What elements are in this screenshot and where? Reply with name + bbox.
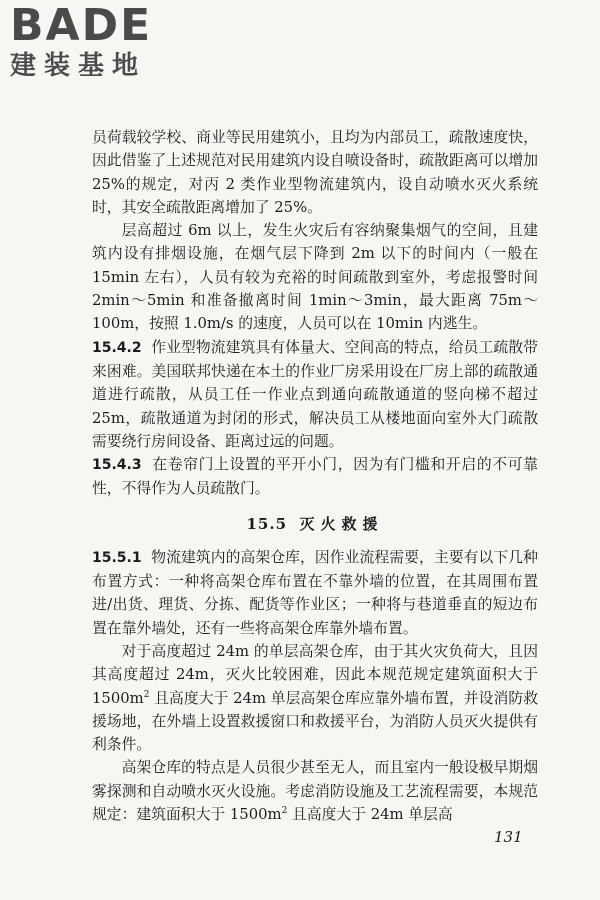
paragraph-ceiling-height: 层高超过 6m 以上，发生火灾后有容纳聚集烟气的空间，且建筑内设有排烟设施，在烟气层下降到 2m 以下的时间内（一般在 15min 左右），人员有较为充裕的时间疏散到室外，考虑报警时间 2min～5min 和准备撤离时间 1min～3min，最大距离 75m～100m，按照 1.0m/s 的速度，人员可以在 10min 内逃生。 xyxy=(92,222,538,333)
clause-text: 在卷帘门上设置的平开小门，因为有门槛和开启的不可靠性，不得作为人员疏散门。 xyxy=(92,456,538,498)
section-title: 灭火救援 xyxy=(299,514,384,533)
clause-number: 15.5.1 xyxy=(92,549,142,566)
page-body xyxy=(92,126,538,826)
clause-text: 作业型物流建筑具有体量大、空间高的特点，给员工疏散带来困难。美国联邦快递在本土的作业厂房采用设在厂房上部的疏散通道进行疏散，从员工任一作业点到通向疏散通道的竖向梯不超过 25m，疏散通道为封闭的形式，解决员工从楼地面向室外大门疏散需要绕行房间设备、距离过远的问题。 xyxy=(92,338,538,450)
clause-number: 15.4.3 xyxy=(92,457,142,474)
section-heading xyxy=(92,513,538,534)
bade-logo xyxy=(10,2,180,86)
clause-number: 15.4.2 xyxy=(92,339,142,356)
logo-subtitle: 建装基地 xyxy=(10,51,147,81)
paragraph-warehouse-features: 高架仓库的特点是人员很少甚至无人，而且室内一般设极早期烟雾探测和自动喷水灭火设施。考虑消防设施及工艺流程需要，本规范规定：建筑面积大于 $1500m^2$ 且高度大于 24m 单层高 xyxy=(92,759,538,824)
logo-brand: BADE xyxy=(10,0,153,51)
clause-text: 物流建筑内的高架仓库，因作业流程需要，主要有以下几种布置方式：一种将高架仓库布置在不靠外墙的位置，在其周围布置进/出货、理货、分拣、配货等作业区；一种将与巷道垂直的短边布置在靠外墙处，还有一些将高架仓库靠外墙布置。 xyxy=(92,548,538,637)
section-number: 15.5 xyxy=(246,514,288,533)
paragraph-continued: 员荷载较学校、商业等民用建筑小，且均为内部员工，疏散速度快，因此借鉴了上述规范对民用建筑内设自喷设备时，疏散距离可以增加 25%的规定，对丙 2 类作业型物流建筑内，设自动喷水灭火系统时，其安全疏散距离增加了 25%。 xyxy=(92,129,538,216)
paragraph-high-rack: 对于高度超过 24m 的单层高架仓库，由于其火灾负荷大，且因其高度超过 24m，灭火比较困难，因此本规范规定建筑面积大于 $1500m^2$ 且高度大于 24m 单层高架仓库应靠外墙布置，并设消防救援场地，在外墙上设置救援窗口和救援平台，为消防人员灭火提供有利条件。 xyxy=(92,642,538,754)
clause-15-5-1 xyxy=(92,546,538,640)
clause-15-4-2 xyxy=(92,336,538,453)
clause-15-4-3 xyxy=(92,453,538,501)
page-number: 131 xyxy=(494,828,523,846)
